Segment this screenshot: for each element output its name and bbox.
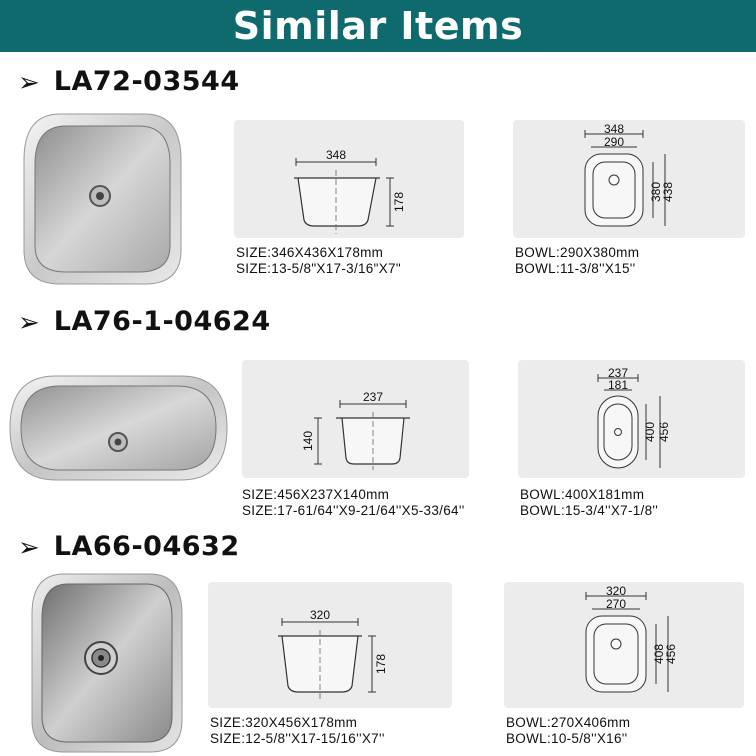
item-3-side-width: 320: [309, 608, 331, 622]
item-2-size-mm: SIZE:456X237X140mm: [242, 487, 390, 502]
item-1-top-diagram: [513, 120, 745, 238]
item-2-code: LA76-1-04624: [53, 306, 271, 337]
item-1-top-v-inner: 380: [649, 181, 663, 203]
item-1-side-diagram: [234, 120, 464, 238]
item-2-top-inner: 181: [607, 378, 629, 392]
item-1-bowl-mm: BOWL:290X380mm: [515, 245, 640, 260]
item-1-top-outer: 348: [603, 122, 625, 136]
item-2-heading: [18, 306, 271, 337]
item-1-side-height: 178: [392, 191, 406, 213]
arrow-bullet-icon: ➢: [18, 66, 40, 97]
item-1-side-width: 348: [325, 148, 347, 162]
arrow-bullet-icon: ➢: [18, 531, 40, 562]
item-2-top-diagram: [518, 360, 745, 478]
item-3-top-v-outer: 456: [664, 643, 678, 665]
item-3-side-height: 178: [374, 653, 388, 675]
item-3-top-diagram: [504, 582, 744, 708]
item-2-top-outer: 237: [607, 366, 629, 380]
item-1-size-in: SIZE:13-5/8"X17-3/16"X7": [236, 261, 401, 276]
item-1-size-mm: SIZE:346X436X178mm: [236, 245, 384, 260]
item-2-side-height: 140: [301, 430, 315, 452]
item-3-top-inner: 270: [605, 597, 627, 611]
item-3-top-outer: 320: [605, 584, 627, 598]
item-1-sink-photo: [20, 110, 185, 288]
item-1-top-v-outer: 438: [661, 181, 675, 203]
item-3-top-v-inner: 408: [652, 643, 666, 665]
item-2-sink-photo: [6, 372, 231, 484]
item-1-code: LA72-03544: [53, 66, 240, 97]
item-3-side-diagram: [208, 582, 452, 708]
item-3-bowl-in: BOWL:10-5/8''X16'': [506, 731, 628, 746]
item-2-side-width: 237: [362, 390, 384, 404]
page-title: Similar Items: [232, 4, 524, 48]
item-1-top-inner: 290: [603, 135, 625, 149]
item-3-sink-photo: [28, 570, 186, 754]
item-3-size-in: SIZE:12-5/8''X17-15/16''X7'': [210, 731, 385, 746]
header-banner: [0, 0, 756, 52]
item-2-side-diagram: [242, 360, 469, 478]
item-3-code: LA66-04632: [53, 531, 240, 562]
item-1-bowl-in: BOWL:11-3/8''X15'': [515, 261, 636, 276]
item-2-top-v-outer: 456: [657, 421, 671, 443]
item-3-size-mm: SIZE:320X456X178mm: [210, 715, 358, 730]
arrow-bullet-icon: ➢: [18, 306, 40, 337]
item-3-heading: [18, 531, 240, 562]
item-2-bowl-in: BOWL:15-3/4''X7-1/8'': [520, 503, 659, 518]
item-2-bowl-mm: BOWL:400X181mm: [520, 487, 645, 502]
item-1-heading: [18, 66, 240, 97]
item-2-top-v-inner: 400: [643, 421, 657, 443]
item-3-bowl-mm: BOWL:270X406mm: [506, 715, 631, 730]
item-2-size-in: SIZE:17-61/64''X9-21/64''X5-33/64'': [242, 503, 465, 518]
